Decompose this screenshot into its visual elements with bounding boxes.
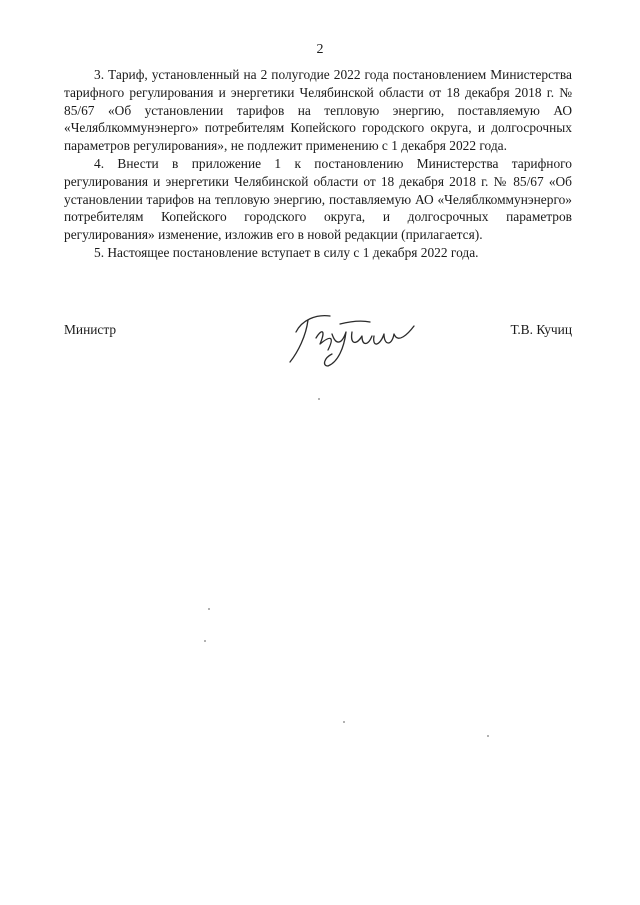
scan-speck bbox=[343, 721, 345, 723]
paragraph-3: 3. Тариф, установленный на 2 полугодие 2022 года постановлением Министерства тарифного регулирования и энергетики Челябинской области от 18 декабря 2018 г. № 85/67 «Об установлении тарифов на тепловую энергию, поставляемую АО «Челяблкоммунэнерго» потребителям Копейского городского округа, и долгосрочных параметров регулирования», не подлежит применению с 1 декабря 2022 года. bbox=[64, 67, 572, 154]
signatory-name: Т.В. Кучиц bbox=[510, 322, 572, 337]
paragraph-4: 4. Внести в приложение 1 к постановлению Министерства тарифного регулирования и энергетики Челябинской области от 18 декабря 2018 г. № 85/67 «Об установлении тарифов на тепловую энергию, поставляемую АО «Челяблкоммунэнерго» потребителям Копейского городского округа, и долгосрочных параметров регулирования» изменение, изложив его в новой редакции (прилагается). bbox=[64, 155, 572, 243]
scan-speck bbox=[208, 608, 210, 610]
page-number: 2 bbox=[316, 42, 324, 57]
handwritten-signature bbox=[282, 304, 442, 374]
scan-speck bbox=[318, 398, 320, 400]
signatory-role: Министр bbox=[64, 322, 117, 337]
paragraph-5: 5. Настоящее постановление вступает в силу с 1 декабря 2022 года. bbox=[94, 244, 479, 260]
scan-speck bbox=[487, 735, 489, 737]
scan-speck bbox=[204, 640, 206, 642]
document-body bbox=[64, 66, 572, 262]
signature-block bbox=[64, 322, 572, 382]
